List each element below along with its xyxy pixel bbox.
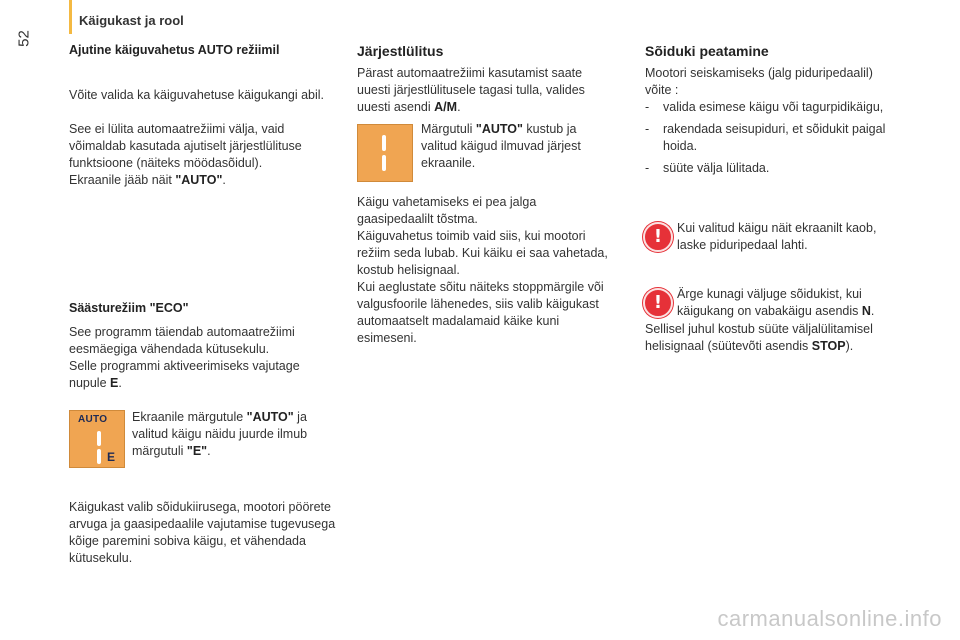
paragraph: Võite valida ka käiguvahetuse käigukangi abil. [69,88,325,102]
paragraph: Pärast automaatrežiimi kasutamist saate uuesti järjestlülitusele tagasi tulla, valides uuesti asendi A/M. [357,66,585,114]
gear-bar-icon [382,155,386,171]
page-title: Käigukast ja rool [79,13,184,28]
paragraph: Ekraanile jääb näit "AUTO". [69,173,226,187]
gear-indicator-icon [357,124,413,182]
paragraph: See programm täiendab automaatrežiimi eesmäegiga vähendada kütusekulu. [69,325,295,356]
list-item: - valida esimese käigu või tagurpidikäigu, [645,100,884,114]
header-accent-bar [69,0,72,34]
warning-icon: ! [643,222,673,252]
watermark: carmanualsonline.info [717,606,942,631]
paragraph: Selle programmi aktiveerimiseks vajutage nupule E. [69,359,300,390]
paragraph: Mootori seiskamiseks (jalg piduripedaalil) võite : [645,66,873,97]
gear-bar-icon [97,431,101,446]
list-item: - rakendada seisupiduri, et sõidukit paigal hoida. [645,122,886,153]
warning-note: Kui valitud käigu näit ekraanilt kaob, laske piduripedaal lahti. [677,221,877,252]
paragraph: Käiguvahetus toimib vaid siis, kui mootori režiim seda lubab. Kui käiku ei saa vahetada, kostub helisignaal. [357,229,608,277]
icon-note: Ekraanile märgutule "AUTO" ja valitud käigu näidu juurde ilmub märgutuli "E". [132,410,308,458]
auto-eco-indicator-icon [69,410,125,468]
eco-e-label: E [107,450,116,464]
gear-bar-icon [382,135,386,151]
auto-label: AUTO [78,414,108,425]
warning-note-continued: Sellisel juhul kostub süüte väljalülitamisel helisignaal (süütevõti asendis STOP). [645,322,873,353]
page-number: 52 [15,30,33,47]
section-title-eco-mode: Säästurežiim "ECO" [69,301,189,315]
paragraph: Käigukast valib sõidukiirusega, mootori pöörete arvuga ja gaasipedaalile vajutamise tugevusega kõige paremini sobiva käigu, et vähendada kütusekulu. [69,500,336,565]
icon-note: Märgutuli "AUTO" kustub ja valitud käigud ilmuvad järjest ekraanile. [421,122,581,170]
paragraph: Käigu vahetamiseks ei pea jalga gaasipedaalilt tõstma. [357,195,537,226]
warning-note: Ärge kunagi väljuge sõidukist, kui käigukang on vabakäigu asendis N. [677,287,875,318]
section-title-stopping: Sõiduki peatamine [645,43,769,59]
gear-bar-icon [97,449,101,464]
list-item: - süüte välja lülitada. [645,161,770,175]
section-title-temporary-shift: Ajutine käiguvahetus AUTO režiimil [69,43,280,57]
paragraph: See ei lülita automaatrežiimi välja, vaid võimaldab kasutada ajutiselt järjestlülituse funktsioone (näiteks möödasõidul). [69,122,302,170]
warning-icon: ! [643,288,673,318]
paragraph: Kui aeglustate sõitu näiteks stoppmärgile või valgusfoorile lähenedes, siis valib käigukast automaatselt madalamaid käike kuni esimeseni. [357,280,604,345]
section-title-sequential: Järjestlülitus [357,43,444,59]
